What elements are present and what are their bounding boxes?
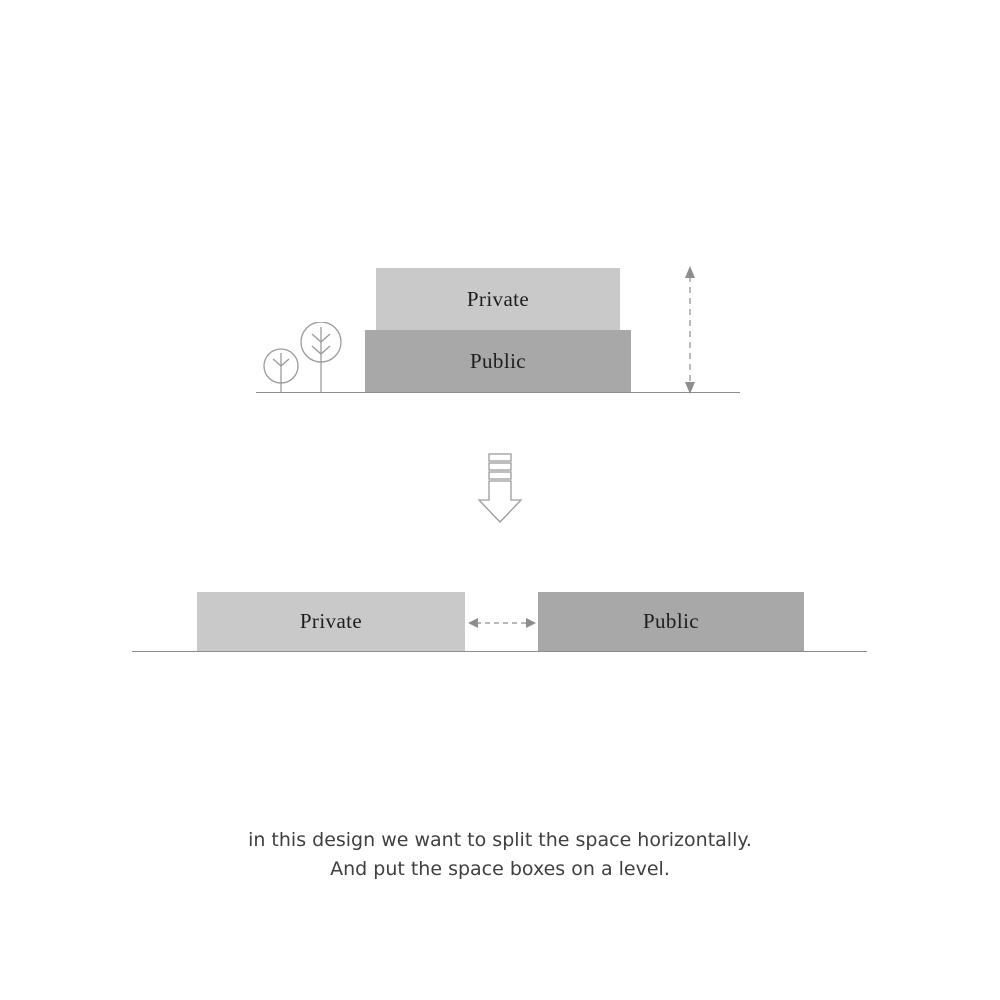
box-label: Private	[299, 609, 363, 633]
gap-dimension-arrow	[462, 605, 542, 641]
box-private-bottom	[197, 592, 465, 651]
box-label: Private	[466, 286, 530, 311]
box-private-top	[376, 268, 620, 330]
box-label: Public	[642, 609, 700, 633]
ground-line-bottom	[132, 651, 867, 652]
tree-large-icon	[301, 322, 341, 392]
tree-group	[256, 322, 366, 394]
box-label: Public	[469, 348, 527, 373]
caption	[0, 826, 1000, 884]
box-public-top	[365, 330, 631, 392]
down-arrow-icon	[470, 452, 530, 528]
box-public-bottom	[538, 592, 804, 651]
tree-small-icon	[264, 349, 298, 392]
caption-line-2: And put the space boxes on a level.	[330, 858, 670, 880]
height-dimension-arrow	[664, 260, 716, 400]
caption-line-1: in this design we want to split the space horizontally.	[248, 829, 752, 851]
